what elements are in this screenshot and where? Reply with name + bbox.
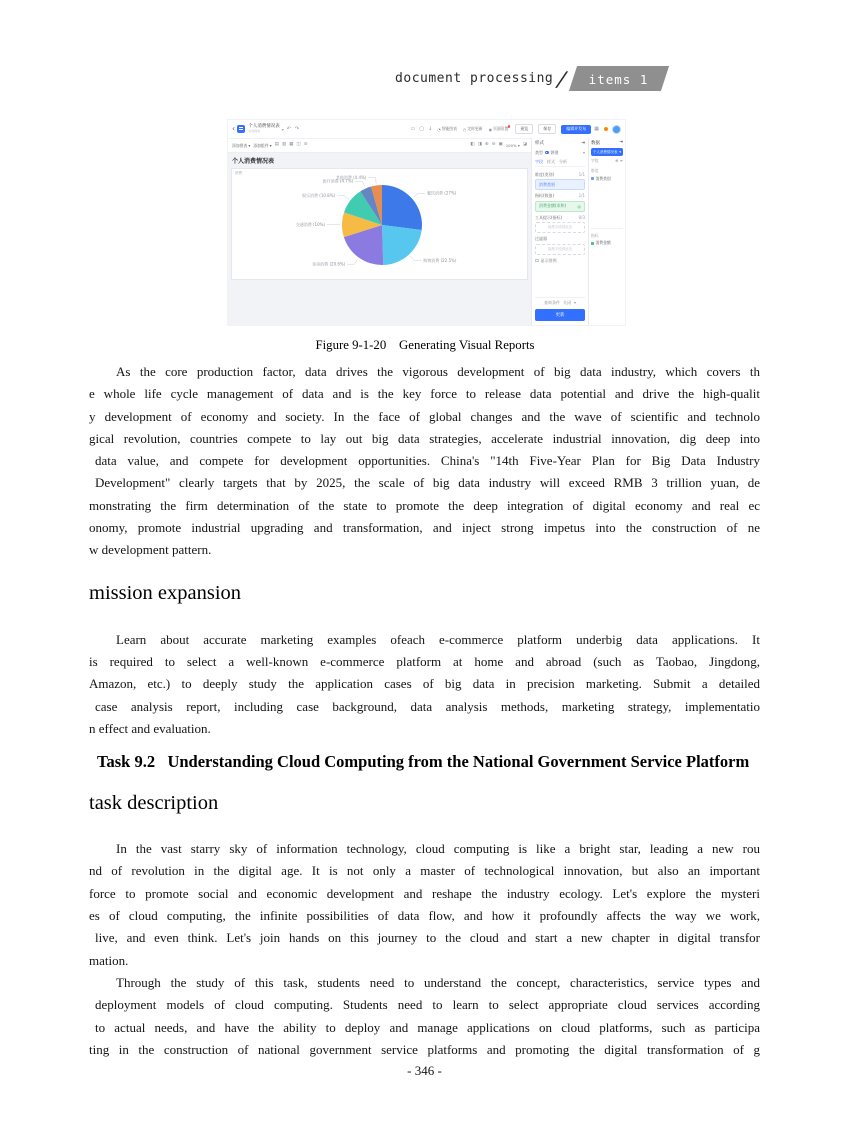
paragraph-mission-expansion [89, 629, 760, 740]
filter-section-label: 过滤器 [535, 236, 547, 241]
settings-icon: ◎ [577, 203, 581, 209]
text-line: y development of economy and society. In the face of global changes and the wave of scientific and technolo [89, 408, 760, 424]
text-line: Through the study of this task, students need to understand the concept, characteristics, service types and [116, 974, 760, 990]
minus-icon: ⊖ [491, 142, 496, 148]
chevron-down-icon: ▾ [582, 150, 585, 155]
menu-label: 智能图表 [441, 126, 457, 131]
items-badge [569, 66, 669, 91]
canvas-title: 个人消费情况表 [232, 158, 275, 165]
pie-slice-label: 交通消费 (10%) [295, 222, 325, 227]
text-line: Amazon, etc.) to deeply study the application cases of big data in precision marketing. Submit a detailed [89, 676, 760, 692]
tab-fields: 字段 [535, 158, 543, 164]
avatar [612, 125, 621, 134]
pie-slice-label: 餐饮消费 (27%) [427, 190, 457, 196]
text-line: Development" clearly targets that by 2025, the scale of big data industry will exceed RMB 3 trillion yuan, de [95, 475, 760, 491]
collapse-icon: ⇥ [581, 140, 585, 146]
clock-icon: ◷ [462, 126, 467, 132]
pie-slice-label: 娱乐消费 (10.8%) [301, 192, 336, 198]
text-line: is required to select a well-known e-commerce platform at home and abroad (such as Taobao, Jingdong, [89, 653, 760, 669]
undo-icon: ↶ [286, 125, 291, 132]
heading-task-description: task description [89, 792, 219, 815]
text-line: monstrating the firm determination of the state to promote the deep integration of digital economy and real ec [89, 497, 760, 513]
dimension-field-item [591, 176, 623, 182]
data-panel-title: 数据 [591, 141, 600, 146]
chevron-down-icon: ▾ [281, 126, 284, 132]
measure-section-label: 指标(数值) [535, 193, 555, 198]
link-icon: ⊘ [303, 142, 308, 148]
grid-icon: ▦ [289, 142, 294, 148]
field-label: 字段 [591, 158, 599, 163]
menu-label: 定时更新 [467, 126, 483, 131]
page-number: - 346 - [407, 1063, 442, 1079]
pie-slice-label: 购物消费 (22.5%) [423, 257, 457, 263]
pie-label-leader-line [355, 181, 365, 186]
checkbox-icon [535, 259, 539, 263]
pie-label-leader-line [414, 193, 426, 197]
menu-page-settings [489, 126, 509, 132]
dimension-group-label: 维度 [591, 168, 599, 173]
chevron-down-icon: ▾ [573, 300, 576, 305]
document-title-block [248, 125, 280, 133]
zoom-value: 100% [505, 143, 517, 148]
measure-chip [535, 201, 585, 212]
notification-red-dot [508, 125, 511, 128]
add-chart-dropdown: 添加图表 ▾ [232, 142, 251, 148]
panel-toggle-icon: ◪ [522, 142, 527, 148]
paragraph-task-goals [89, 972, 760, 1061]
chart-card-tag: 消费 [235, 171, 242, 175]
dataset-name: 个人消费情况表 [593, 149, 618, 154]
align-right-icon: ◨ [477, 142, 482, 148]
tab-analysis: 分析 [559, 158, 567, 164]
pie-label-leader-line [347, 259, 357, 264]
text-line: As the core production factor, data drives the vigorous development of big data industry, which covers th [116, 364, 760, 379]
tooltip-count: 0/3 [578, 214, 585, 220]
document-icon [237, 125, 245, 133]
text-line: deployment models of cloud computing. Students need to learn to select appropriate cloud services according [95, 997, 760, 1013]
text-line: gical revolution, countries compete to lay out big data strategies, accelerate industrial innovation, dig deep into [89, 430, 760, 446]
items-badge-label: items 1 [588, 72, 649, 87]
text-line: onomy, promote industrial upgrading and transformation, and inject strong impetus into the construction of ne [89, 520, 760, 536]
back-icon: ‹ [232, 124, 236, 133]
dataset-select [591, 148, 623, 156]
text-line: case analysis report, including case background, data analysis methods, marketing strategy, implementatio [95, 698, 760, 714]
pie-label-leader-line [410, 256, 421, 260]
text-line: force to promote social and economic development and reshape the industry ecology. Let's explore the mysteri [89, 885, 760, 901]
text-line: In the vast starry sky of information technology, cloud computing is like a bright star, leading a new rou [116, 841, 760, 857]
redo-icon: ↷ [294, 125, 300, 132]
download-icon: ↓ [428, 125, 433, 132]
dimension-count: 1/1 [578, 171, 585, 177]
text-line: mation. [89, 952, 129, 968]
chevron-down-icon: ▾ [619, 150, 621, 154]
dimension-section-label: 维度(类别) [535, 171, 555, 177]
field-type-icon [591, 242, 594, 245]
text-line: ting in the construction of national government service platforms and promoting the digital transformation of g [89, 1041, 760, 1057]
text-line: Learn about accurate marketing examples ofeach e-commerce platform underbig data applications. It [116, 631, 760, 647]
heading-task-9-2: Task 9.2 Understanding Cloud Computing from the National Government Service Platform [97, 752, 750, 772]
pie-chart [232, 169, 527, 279]
apps-grid-icon: ▦ [594, 125, 599, 132]
text-line: nd of revolution in the digital age. It is not only a master of technological innovation, but also an important [89, 863, 760, 879]
orange-status-dot [604, 127, 608, 131]
pie-slice-label: 医疗消费 (4.7%) [322, 178, 354, 184]
tab-style: 样式 [547, 158, 555, 164]
page-header [395, 66, 665, 91]
screenshot-toolbar [228, 138, 531, 153]
zoom-level: 100% ▾ [505, 143, 520, 148]
comment-icon: ▭ [410, 125, 416, 132]
paragraph-cloud-intro [89, 838, 760, 972]
add-widget-label: 添加组件 [253, 142, 269, 148]
text-line: data value, and compete for development opportunities. China's "14th Five-Year Plan for Big Data Industry [95, 453, 760, 469]
text-line: es of cloud computing, the infinite possibilities of data flow, and how it profoundly affects the way we work, [89, 908, 760, 924]
tooltip-section-label: 工具提示(指标) [535, 214, 563, 220]
field-name: 消费金额 [595, 240, 611, 245]
menu-scheduled-update [463, 126, 483, 132]
text-line: live, and even think. Let's join hands on this journey to the cloud and start a new chapter in digital transfor [95, 930, 760, 946]
save-button: 保存 [538, 124, 556, 134]
copy-icon: ◫ [296, 142, 301, 148]
fit-icon: ▣ [498, 142, 503, 148]
body-text [89, 361, 760, 1079]
collapse-icon: ⇥ [619, 140, 623, 145]
text-line: e whole life cycle management of data and is the key force to release data potential and drive the high-qualit [89, 386, 760, 402]
pie-slice-label: 其他消费 (4.4%) [335, 174, 367, 180]
measure-count: 1/1 [578, 193, 585, 198]
checkbox-label: 显示图例 [540, 257, 557, 263]
search-icon: ⊕ ≡ [615, 158, 623, 163]
figure-caption: Figure 9-1-20 Generating Visual Reports [315, 338, 535, 352]
type-label: 类型 [535, 149, 543, 155]
add-chart-label: 添加图表 [232, 142, 248, 148]
paragraph-big-data-intro [89, 361, 760, 562]
pie-slice [382, 185, 422, 230]
document-subtitle: 自动保存 [248, 128, 261, 133]
dashboard-canvas [228, 153, 531, 325]
tooltip-dropzone: 拖拽字段到此处 [535, 222, 585, 233]
menu-smart-chart [437, 126, 457, 132]
chart-card [231, 168, 528, 280]
publish-button: 编辑并发布 [561, 125, 591, 134]
radio-icon [545, 151, 549, 155]
table-icon: ▤ [274, 142, 279, 148]
rows-icon: ▥ [281, 142, 287, 148]
data-panel [588, 138, 625, 325]
add-icon: ⊕ [484, 142, 489, 148]
header-label: document processing [395, 71, 554, 86]
document-title: 个人消费情况表 [248, 123, 280, 129]
pie-slice-label: 住房消费 (20.6%) [312, 261, 346, 267]
text-line: to actual needs, and have the ability to deploy and manage applications on cloud platforms, such as participa [95, 1019, 760, 1035]
slash-divider: / [553, 66, 571, 91]
config-panel-title: 样式 [535, 141, 544, 146]
figure-screenshot [228, 120, 625, 325]
chart-icon: ◔ [437, 126, 441, 132]
gear-icon: ◉ [488, 126, 493, 132]
pie-slice [382, 225, 422, 265]
text-line: w development pattern. [89, 542, 212, 558]
heading-mission-expansion: mission expansion [89, 581, 242, 604]
pie-label-leader-line [368, 178, 376, 184]
measure-field-item [591, 240, 623, 246]
dimension-chip [535, 179, 585, 190]
chart-type-value: 饼图 [550, 149, 559, 155]
add-widget-dropdown: 添加组件 ▾ [253, 142, 272, 148]
menu-label: 页面设置 [493, 126, 509, 131]
align-left-icon: ◧ [470, 142, 475, 148]
measure-group-label: 指标 [591, 232, 599, 238]
field-name: 消费类别 [595, 175, 611, 181]
update-button: 更新 [535, 309, 585, 321]
text-line: n effect and evaluation. [89, 720, 211, 736]
chart-config-panel [531, 138, 588, 325]
measure-chip-label: 消费金额(求和) [539, 203, 567, 208]
pie-label-leader-line [337, 196, 349, 200]
query-condition-label: 查询条件 [543, 300, 560, 305]
screenshot-titlebar [228, 120, 625, 138]
query-condition-state: 关闭 [562, 300, 571, 305]
filter-dropzone: 拖拽字段到此处 [535, 244, 585, 255]
dimension-chip-label: 消费类别 [539, 181, 555, 187]
layout-icon: ▢ [419, 125, 424, 132]
field-type-icon [591, 177, 594, 180]
preview-button: 预览 [515, 124, 533, 134]
